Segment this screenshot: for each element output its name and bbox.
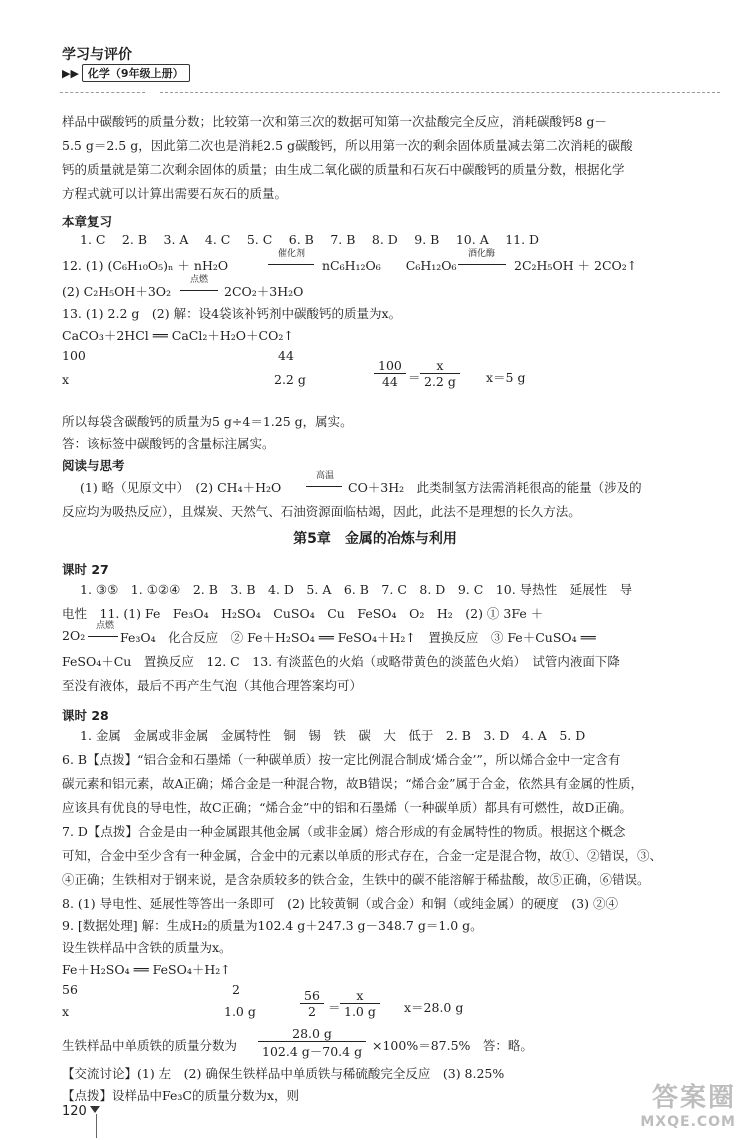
reading-line-1-left: (1) 略（见原文中） (2) CH₄＋H₂O — [80, 480, 282, 495]
lesson-27-line-5: 至没有液体，最后不再产生气泡（其他合理答案均可） — [62, 678, 363, 693]
lesson-28-mass-2: 2 — [232, 982, 240, 997]
lesson-28-line-3: 碳元素和铝元素，故A正确；烯合金是一种混合物，故B错误；“烯合金”属于合金，依然具有金属的性质， — [62, 776, 643, 791]
reading-heading: 阅读与思考 — [62, 458, 125, 473]
reaction-arrow — [180, 290, 218, 291]
chapter-title: 第5章 金属的冶炼与利用 — [293, 531, 457, 547]
book-title: 学习与评价 — [62, 47, 132, 63]
fraction-denominator: 1.0 g — [344, 1004, 376, 1019]
hint-line: 【点拨】设样品中Fe₃C的质量分数为x，则 — [62, 1088, 300, 1103]
q13-known: 2.2 g — [274, 372, 306, 387]
lesson-28-line-1: 1. 金属 金属或非金属 金属特性 铜 锡 铁 碳 大 低于 2. B 3. D 4. A 5. D — [80, 728, 586, 743]
fraction-denominator: 2.2 g — [424, 374, 456, 389]
lesson-28-line-2: 6. B【点拨】“铝合金和石墨烯（一种碳单质）按一定比例混合制成‘烯合金’”，所以烯合金中一定含有 — [62, 752, 621, 767]
lesson-28-line-9: 9. [数据处理] 解：生成H₂的质量为102.4 g＋247.3 g－348.7 g＝1.0 g。 — [62, 918, 483, 933]
q12-part1-mid: nC₆H₁₂O₆ C₆H₁₂O₆ — [322, 258, 457, 273]
intro-line-2: 5.5 g＝2.5 g，因此第二次也是消耗2.5 g碳酸钙，所以用第一次的剩余固体质量减去第二次消耗的碳酸 — [62, 138, 633, 153]
lesson-28-line-6: 可知，合金中至少含有一种金属，合金中的元素以单质的形式存在，合金一定是混合物，故①、②错误，③、 — [62, 848, 663, 863]
fraction-numerator: 100 — [374, 358, 406, 374]
q13-result: x＝5 g — [486, 370, 526, 385]
enzyme-label: 酒化酶 — [468, 249, 496, 259]
q12-part1-left: 12. (1) (C₆H₁₀O₅)ₙ ＋ nH₂O — [62, 258, 229, 273]
purity-fraction — [258, 1026, 366, 1060]
purity-result: ×100%＝87.5% 答：略。 — [372, 1038, 533, 1053]
lesson-28-mass-1: 56 — [62, 982, 78, 997]
lesson-28-line-8: 8. (1) 导电性、延展性等答出一条即可 (2) 比较黄铜（或合金）和铜（或纯金属）的硬度 (3) ②④ — [62, 896, 618, 911]
lesson-28-fraction-1 — [300, 988, 324, 1019]
fraction-numerator: 28.0 g — [258, 1026, 366, 1042]
lesson-28-heading: 课时 28 — [62, 708, 109, 723]
lesson-28-line-10: 设生铁样品中含铁的质量为x。 — [62, 940, 232, 955]
fraction-denominator: 44 — [381, 374, 398, 389]
lesson-27-line-3-left: 2O₂ — [62, 628, 86, 643]
q12-part2-left: (2) C₂H₅OH＋3O₂ — [62, 284, 172, 299]
watermark-url: MXQE.COM — [640, 1114, 736, 1130]
discussion-line: 【交流讨论】(1) 左 (2) 确保生铁样品中单质铁与稀硫酸完全反应 (3) 8.25% — [62, 1066, 505, 1081]
fraction-numerator: 56 — [300, 988, 324, 1004]
fraction-numerator: x — [420, 358, 460, 374]
q13-fraction-2 — [420, 358, 460, 389]
lesson-28-known: 1.0 g — [224, 1004, 256, 1019]
page-marker-icon — [90, 1106, 100, 1113]
equals-sign: ＝ — [408, 370, 421, 385]
lesson-28-unknown: x — [62, 1004, 70, 1019]
lesson-28-fraction-2 — [340, 988, 380, 1019]
watermark-text: 答案圈 — [651, 1083, 736, 1113]
ignite-label: 点燃 — [96, 621, 115, 631]
page-number: 120 — [62, 1104, 87, 1119]
intro-line-1: 样品中碳酸钙的质量分数；比较第一次和第三次的数据可知第一次盐酸完全反应，消耗碳酸钙8 g－ — [62, 114, 607, 129]
equals-sign: ＝ — [328, 1000, 341, 1015]
reading-line-1-right: CO＋3H₂ 此类制氢方法需消耗很高的能量（涉及的 — [348, 480, 642, 495]
fraction-denominator: 102.4 g－70.4 g — [262, 1044, 363, 1059]
header-divider-left — [60, 92, 145, 93]
q13-unknown: x — [62, 372, 70, 387]
review-answers: 1. C 2. B 3. A 4. C 5. C 6. B 7. B 8. D 9. B 10. A 11. D — [80, 232, 540, 247]
lesson-28-line-4: 应该具有优良的导电性，故C正确；“烯合金”中的铝和石墨烯（一种碳单质）都具有可燃性，故D正确。 — [62, 800, 632, 815]
q13-conclusion-1: 所以每袋含碳酸钙的质量为5 g÷4＝1.25 g，属实。 — [62, 414, 353, 429]
fraction-numerator: x — [340, 988, 380, 1004]
lesson-28-equation: Fe＋H₂SO₄ ══ FeSO₄＋H₂↑ — [62, 962, 231, 977]
reaction-arrow — [88, 636, 118, 637]
header-divider — [160, 92, 720, 93]
q13-equation: CaCO₃＋2HCl ══ CaCl₂＋H₂O＋CO₂↑ — [62, 328, 294, 343]
subject-label: 化学（9年级上册） — [82, 64, 190, 82]
ignite-label: 点燃 — [190, 275, 209, 285]
arrow-marker-icon: ▶▶ — [62, 67, 79, 80]
lesson-27-line-1: 1. ③⑤ 1. ①②④ 2. B 3. B 4. D 5. A 6. B 7. C 8. D 9. C 10. 导热性 延展性 导 — [80, 582, 633, 597]
q13-conclusion-2: 答：该标签中碳酸钙的含量标注属实。 — [62, 436, 275, 451]
lesson-27-line-4: FeSO₄＋Cu 置换反应 12. C 13. 有淡蓝色的火焰（或略带黄色的淡蓝色火焰） 试管内液面下降 — [62, 654, 620, 669]
q13-fraction-1 — [374, 358, 406, 389]
lesson-28-line-5: 7. D【点拨】合金是由一种金属跟其他金属（或非金属）熔合形成的有金属特性的物质。根据这个概念 — [62, 824, 626, 839]
lesson-27-heading: 课时 27 — [62, 562, 109, 577]
reading-line-2: 反应均为吸热反应），且煤炭、天然气、石油资源面临枯竭，因此，此法不是理想的长久方法。 — [62, 504, 581, 519]
intro-line-4: 方程式就可以计算出需要石灰石的质量。 — [62, 186, 288, 201]
reaction-arrow — [268, 264, 314, 265]
purity-label: 生铁样品中单质铁的质量分数为 — [62, 1038, 238, 1053]
q12-part2-right: 2CO₂＋3H₂O — [224, 284, 304, 299]
q13-mass-2: 44 — [278, 348, 294, 363]
review-heading: 本章复习 — [62, 214, 113, 229]
page-marker-line — [96, 1114, 97, 1138]
lesson-28-line-7: ④正确；生铁相对于钢来说，是含杂质较多的铁合金，生铁中的碳不能溶解于稀盐酸，故⑤正确，⑥错误。 — [62, 872, 650, 887]
high-temp-label: 高温 — [316, 471, 335, 481]
intro-line-3: 钙的质量就是第二次剩余固体的质量；由生成二氧化碳的质量和石灰石中碳酸钙的质量分数，根据化学 — [62, 162, 625, 177]
lesson-27-line-2: 电性 11. (1) Fe Fe₃O₄ H₂SO₄ CuSO₄ Cu FeSO₄ O₂ H₂ (2) ① 3Fe ＋ — [62, 606, 544, 621]
subject-tag — [62, 64, 190, 82]
q13-head: 13. (1) 2.2 g (2) 解：设4袋该补钙剂中碳酸钙的质量为x。 — [62, 306, 402, 321]
q13-mass-1: 100 — [62, 348, 86, 363]
lesson-27-line-3-right: Fe₃O₄ 化合反应 ② Fe＋H₂SO₄ ══ FeSO₄＋H₂↑ 置换反应 ③ Fe＋CuSO₄ ══ — [120, 630, 596, 645]
reaction-arrow — [458, 264, 506, 265]
fraction-denominator: 2 — [307, 1004, 316, 1019]
watermark-logo — [640, 1077, 736, 1130]
reaction-arrow — [306, 486, 342, 487]
q12-part1-right: 2C₂H₅OH ＋ 2CO₂↑ — [514, 258, 638, 273]
catalyst-label: 催化剂 — [278, 249, 306, 259]
lesson-28-result: x＝28.0 g — [404, 1000, 464, 1015]
